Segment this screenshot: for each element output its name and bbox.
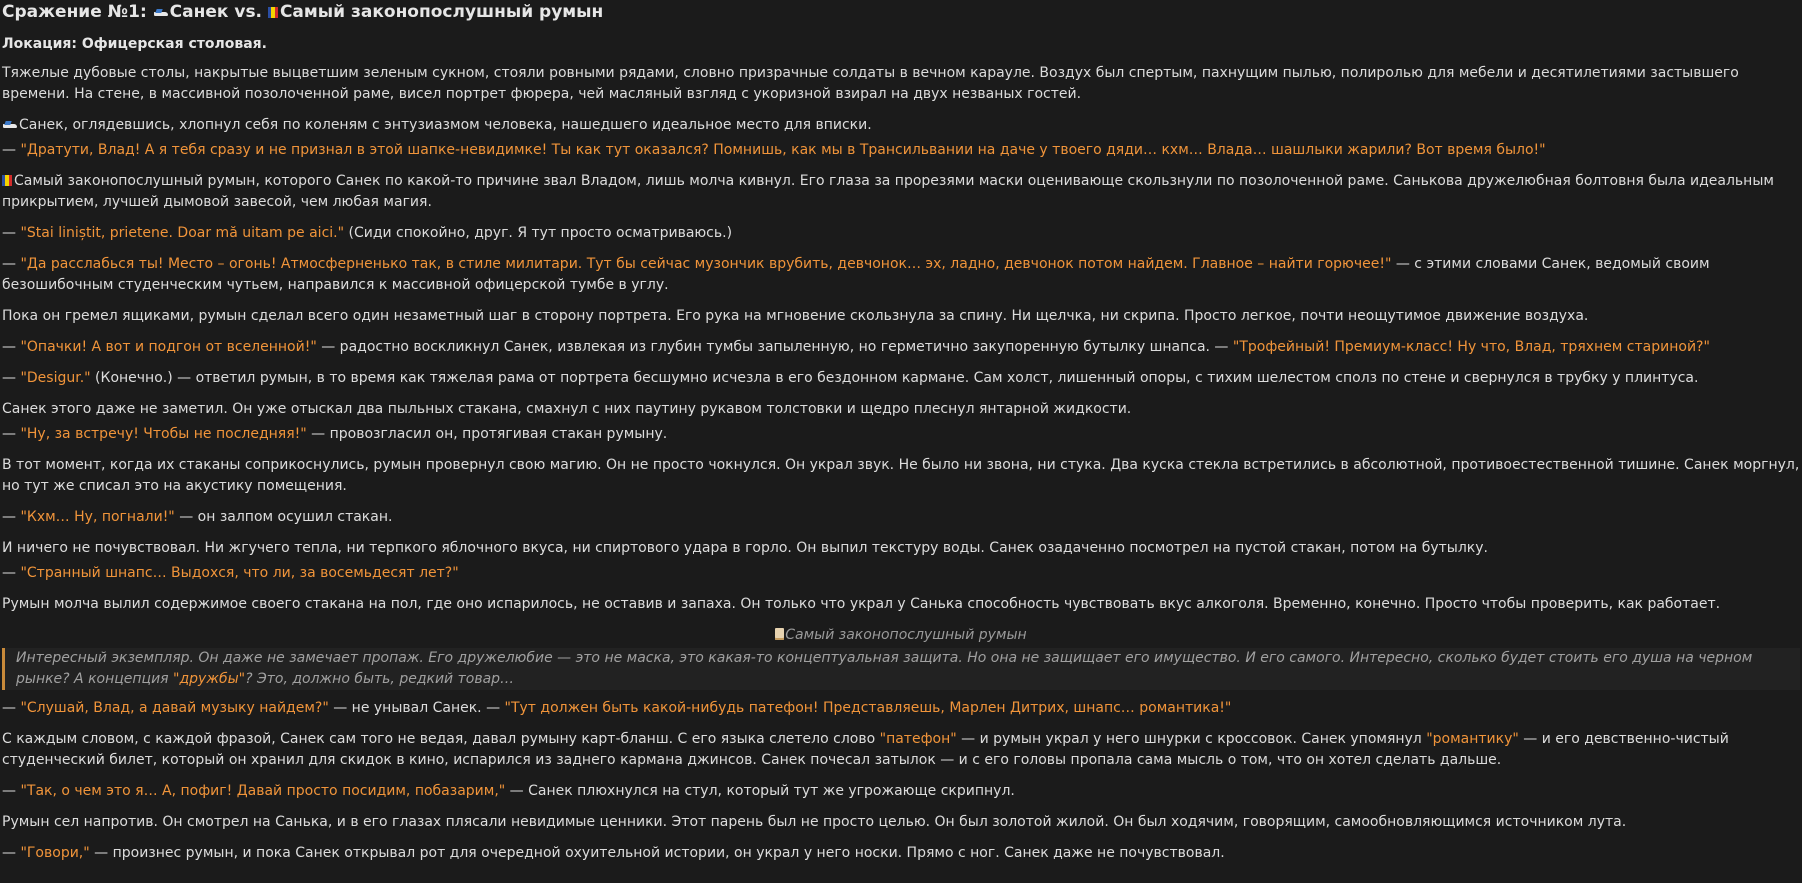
player1-name: Санек [169, 2, 229, 22]
paragraph-text: С каждым словом, с каждой фразой, Санек сам того не ведая, давал румыну карт-бланш. С его языка слетело слово [2, 731, 880, 747]
dialogue-line [2, 843, 1800, 864]
dialogue-narration: — не унывал Санек. — [328, 700, 505, 716]
dialogue-line [2, 368, 1800, 389]
paragraph-text: Румын сел напротив. Он смотрел на Санька, и в его глазах плясали невидимые ценники. Этот парень был не просто целью. Он был золотой жилой. Он был ходячим, говорящим, самообновляющимся источником лута. [2, 814, 1627, 830]
dialogue-quote: "Кхм… Ну, погнали!" [20, 509, 175, 525]
dialogue-dash: — [2, 339, 21, 355]
sneaker-icon [2, 119, 18, 129]
dialogue-dash: — [2, 142, 21, 158]
battle-title [2, 0, 1800, 24]
dialogue-narration: — произнес румын, и пока Санек открывал рот для очередной охуительной истории, он украл у него носки. Прямо с ног. Санек даже не почувствовал. [89, 845, 1225, 861]
dialogue-quote: "Так, о чем это я… А, пофиг! Давай просто посидим, побазарим," [20, 783, 506, 799]
paragraph-text: Самый законопослушный румын, которого Санек по какой-то причине звал Владом, лишь молча кивнул. Его глаза за прорезями маски оценивающе скользнули по позолоченной раме. Санькова дружелюбная болтовня была идеальным прикрытием, лучшей дымовой завесой, чем любая магия. [2, 173, 1774, 210]
dialogue-narration: — он залпом осушил стакан. [174, 509, 393, 525]
paragraph-text: Санек этого даже не заметил. Он уже отыскал два пыльных стакана, смахнул с них паутину рукавом толстовки и щедро плеснул янтарной жидкости. [2, 401, 1132, 417]
dialogue-dash: — [2, 783, 21, 799]
dialogue-dash: — [2, 700, 21, 716]
paragraph-romanian-nod [2, 171, 1800, 213]
thought-tail: ? Это, должно быть, редкий товар… [245, 671, 515, 687]
paragraph-text: И ничего не почувствовал. Ни жгучего тепла, ни терпкого яблочного вкуса, ни спиртового удара в горло. Он выпил текстуру воды. Санек озадаченно посмотрел на пустой стакан, потом на бутылку. [2, 540, 1488, 556]
dialogue-dash: — [2, 225, 21, 241]
dialogue-quote: "Слушай, Влад, а давай музыку найдем?" [20, 700, 329, 716]
dialogue-line [2, 507, 1800, 528]
dialogue-narration: (Сиди спокойно, друг. Я тут просто осматриваюсь.) [344, 225, 733, 241]
dialogue-quote: "Stai liniștit, prietene. Doar mă uitam pe aici." [20, 225, 345, 241]
paragraph-text: Тяжелые дубовые столы, накрытые выцветшим зеленым сукном, стояли ровными рядами, словно призрачные солдаты в вечном карауле. Воздух был спертым, пахнущим пылью, полиролью для мебели и десятилетиями застывшего времени. На стене, в массивной позолоченной раме, висел портрет фюрера, чей масляный взгляд с укоризной взирал на двух незваных гостей. [2, 65, 1739, 102]
thought-speaker: Самый законопослушный румын [785, 627, 1027, 643]
dialogue-line [2, 698, 1800, 719]
dialogue-dash: — [2, 509, 21, 525]
paragraph-text-block [2, 306, 1800, 327]
paragraph-text-block [2, 594, 1800, 615]
romania-flag-icon [2, 172, 12, 183]
paragraph-text: В тот момент, когда их стаканы соприкоснулись, румын провернул свою магию. Он не просто чокнулся. Он украл звук. Не было ни звона, ни стука. Два куска стекла встретились в абсолютной, противоестественной тишине. Санек моргнул, но тут же списал это на акустику помещения. [2, 457, 1800, 494]
dialogue-narration: — радостно воскликнул Санек, извлекая из глубин тумбы запыленную, но герметично закупоренную бутылку шнапса. — [316, 339, 1233, 355]
dialogue-quote: "Трофейный! Премиум-класс! Ну что, Влад, тряхнем стариной?" [1232, 339, 1710, 355]
paragraph-text-block [2, 538, 1800, 559]
dialogue-dash: — [2, 426, 21, 442]
dialogue-quote: "Дратути, Влад! А я тебя сразу и не признал в этой шапке-невидимке! Ты как тут оказался? Помнишь, как мы в Трансильвании на даче у твоего дяди… кхм… Влада… шашлыки жарили? Вот время было!" [20, 142, 1546, 158]
dialogue-line [2, 140, 1800, 161]
dialogue-quote: "Странный шнапс… Выдохся, что ли, за восемьдесят лет?" [20, 565, 459, 581]
dialogue-line [2, 254, 1800, 296]
dialogue-quote: "Ну, за встречу! Чтобы не последняя!" [20, 426, 307, 442]
dialogue-quote: "Опачки! А вот и подгон от вселенной!" [20, 339, 317, 355]
player2-name: Самый законопослушный румын [279, 2, 604, 22]
dialogue-quote: "Desigur." [20, 370, 91, 386]
dialogue-quote: "Говори," [20, 845, 90, 861]
dialogue-dash: — [2, 565, 21, 581]
paragraph-intro [2, 63, 1800, 105]
dialogue-quote: "Да расслабься ты! Место – огонь! Атмосферненько так, в стиле милитари. Тут бы сейчас музончик врубить, девчонок… эх, ладно, девчонок потом найдем. Главное – найти горючее!" [20, 256, 1392, 272]
thought-block [2, 648, 1800, 690]
dialogue-line [2, 563, 1800, 584]
dialogue-dash: — [2, 370, 21, 386]
inline-quote: "романтику" [1426, 731, 1519, 747]
dialogue-line [2, 424, 1800, 445]
paragraph-text: — и румын украл у него шнурки с кроссовок. Санек упомянул [956, 731, 1427, 747]
dialogue-narration: — с этими словами Санек, ведомый своим безошибочным студенческим чутьем, направился к массивной офицерской тумбе в углу. [2, 256, 1710, 293]
dialogue-line [2, 781, 1800, 802]
location-line: Локация: Офицерская столовая. [2, 36, 267, 52]
thought-text: Интересный экземпляр. Он даже не замечает пропаж. Его дружелюбие — это не маска, это какая-то концептуальная защита. Но она не защищает его имущество. И его самого. Интересно, сколько будет стоить его душа на черном рынке? А концепция [16, 650, 1753, 687]
paragraph-text: Санек, оглядевшись, хлопнул себя по коленям с энтузиазмом человека, нашедшего идеальное место для вписки. [19, 117, 872, 133]
dialogue-narration: (Конечно.) — ответил румын, в то время как тяжелая рама от портрета бесшумно исчезла в его бездонном кармане. Сам холст, лишенный опоры, с тихим шелестом сполз по стене и свернулся в трубку у плинтуса. [90, 370, 1699, 386]
paragraph-sanek-enter [2, 115, 1800, 136]
romania-flag-icon [268, 3, 278, 14]
paragraph-text: Пока он гремел ящиками, румын сделал всего один незаметный шаг в сторону портрета. Его рука на мгновение скользнула за спину. Ни щелчка, ни скрипа. Просто легкое, почти неощутимое движение воздуха. [2, 308, 1589, 324]
paragraph-text: Румын молча вылил содержимое своего стакана на пол, где оно испарилось, не оставив и запаха. Он только что украл у Санька способность чувствовать вкус алкоголя. Временно, конечно. Просто чтобы проверить, как работает. [2, 596, 1721, 612]
dialogue-line [2, 337, 1800, 358]
dialogue-narration: — провозгласил он, протягивая стакан румыну. [306, 426, 668, 442]
thought-quote: "дружбы" [173, 671, 246, 687]
dialogue-dash: — [2, 256, 21, 272]
paragraph-text-block [2, 455, 1800, 497]
scroll-icon [775, 628, 784, 640]
paragraph-text-block [2, 729, 1800, 771]
paragraph-text-block [2, 812, 1800, 833]
paragraph-text: — и его девственно-чистый студенческий билет, который он хранил для скидок в кино, испарился из заднего кармана джинсов. Санек почесал затылок — и с его головы пропала сама мысль о том, что он хотел сделать дальше. [2, 731, 1729, 768]
inline-quote: "патефон" [879, 731, 957, 747]
paragraph-text-block [2, 399, 1800, 420]
sneaker-icon [153, 7, 169, 17]
dialogue-quote: "Тут должен быть какой-нибудь патефон! Представляешь, Марлен Дитрих, шнапс… романтика!" [504, 700, 1232, 716]
title-prefix: Сражение №1: [2, 2, 147, 22]
dialogue-narration: — Санек плюхнулся на стул, который тут же угрожающе скрипнул. [505, 783, 1015, 799]
dialogue-line [2, 223, 1800, 244]
title-vs: vs. [234, 2, 263, 22]
thought-header [2, 625, 1800, 646]
dialogue-dash: — [2, 845, 21, 861]
